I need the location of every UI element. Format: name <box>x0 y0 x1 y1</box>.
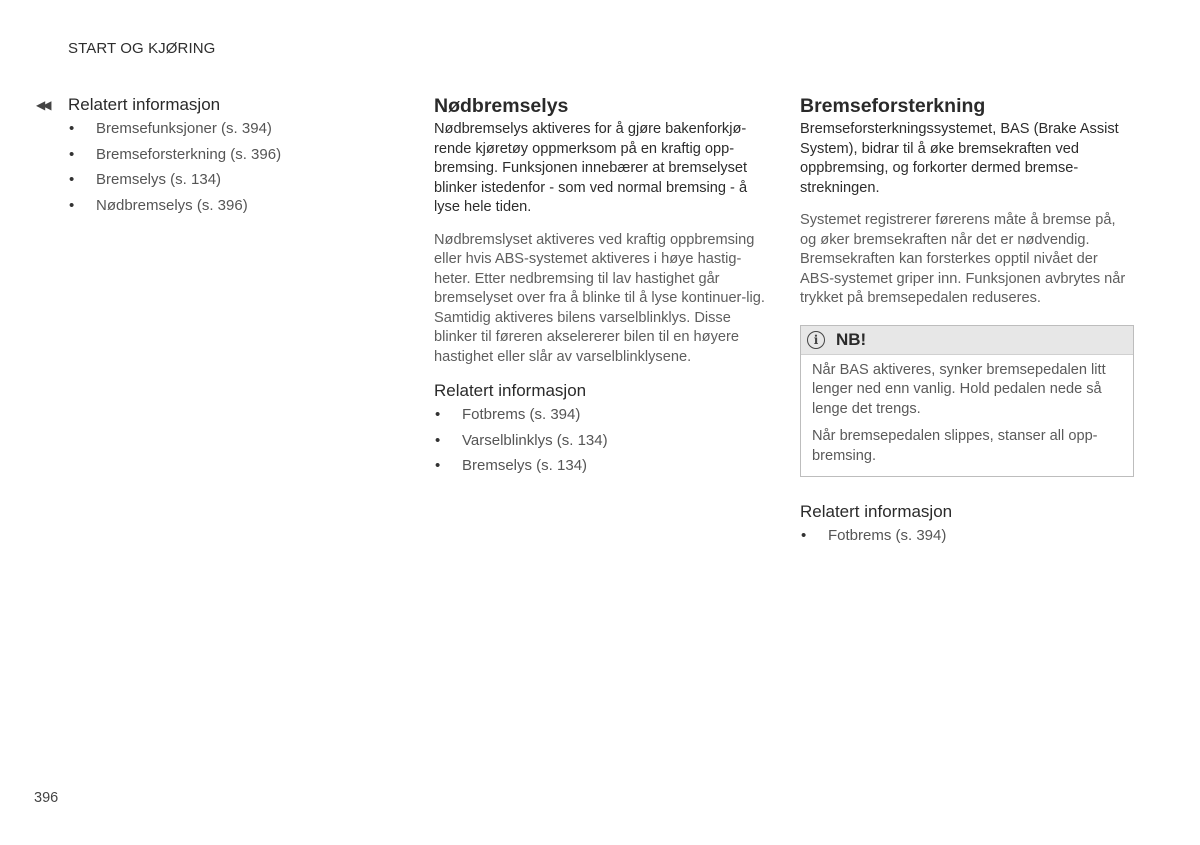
related-link[interactable]: • Bremselys (s. 134) <box>434 453 770 479</box>
related-info-list <box>800 523 1134 549</box>
related-link[interactable]: • Fotbrems (s. 394) <box>434 402 770 428</box>
column-emergency-brake-light <box>434 94 770 479</box>
section-title: Bremseforsterkning <box>800 95 986 117</box>
related-info-heading: Relatert informasjon <box>434 381 587 400</box>
note-header <box>801 326 1133 355</box>
note-paragraph: Når BAS aktiveres, synker bremsepedalen litt lenger ned enn vanlig. Hold pedalen nede så lenge det trengs. <box>812 361 1106 417</box>
body-paragraph: Systemet registrerer førerens måte å bremse på, og øker bremsekraften når det er nødvendig. Bremsekraften kan forsterkes opptil nivået der ABS-systemet griper inn. Funksjonen avbrytes når trykket på bremsepedalen reduseres. <box>800 212 1126 306</box>
related-link[interactable]: • Bremseforsterkning (s. 396) <box>68 142 368 168</box>
related-link[interactable]: • Varselblinklys (s. 134) <box>434 428 770 454</box>
column-related-left <box>36 94 368 218</box>
page-number: 396 <box>34 790 59 806</box>
related-info-heading: Relatert informasjon <box>800 502 953 521</box>
related-link[interactable]: • Nødbremselys (s. 396) <box>68 193 368 219</box>
note-body <box>801 355 1133 477</box>
related-info-list <box>434 402 770 479</box>
section-header: START OG KJØRING <box>68 40 216 57</box>
related-info-list <box>68 116 368 218</box>
note-box <box>800 325 1134 478</box>
column-brake-assist <box>800 94 1134 549</box>
related-link[interactable]: • Bremselys (s. 134) <box>68 167 368 193</box>
note-title: NB! <box>836 329 867 349</box>
body-paragraph: Nødbremslyset aktiveres ved kraftig oppbremsing eller hvis ABS-systemet aktiveres i høye hastig-heter. Etter nedbremsing til lav hastighet går bremselyset over fra å blinke til å lyse kontinuer-lig. Samtidig aktiveres bilens varselblinklys. Disse blinker til føreren akselererer bilen til en høyere hastighet eller slår av varselblinklysene. <box>434 231 765 365</box>
intro-paragraph: Bremseforsterkningssystemet, BAS (Brake Assist System), bidrar til å øke bremsekraften ved oppbremsing, og forkorter dermed bremse-strekningen. <box>800 121 1119 196</box>
double-left-arrow-icon[interactable]: ◀◀ <box>36 98 49 112</box>
section-title: Nødbremselys <box>434 95 569 117</box>
note-paragraph: Når bremsepedalen slippes, stanser all opp-bremsing. <box>812 428 1098 464</box>
related-link[interactable]: • Fotbrems (s. 394) <box>800 523 1134 549</box>
related-info-heading: Relatert informasjon <box>68 95 221 114</box>
related-link[interactable]: • Bremsefunksjoner (s. 394) <box>68 116 368 142</box>
info-icon: i <box>807 331 825 349</box>
intro-paragraph: Nødbremselys aktiveres for å gjøre bakenforkjø-rende kjøretøy oppmerksom på en kraftig opp-bremsing. Funksjonen innebærer at bremselyset blinker istedenfor - som ved normal bremsing - å lyse hele tiden. <box>434 121 748 215</box>
